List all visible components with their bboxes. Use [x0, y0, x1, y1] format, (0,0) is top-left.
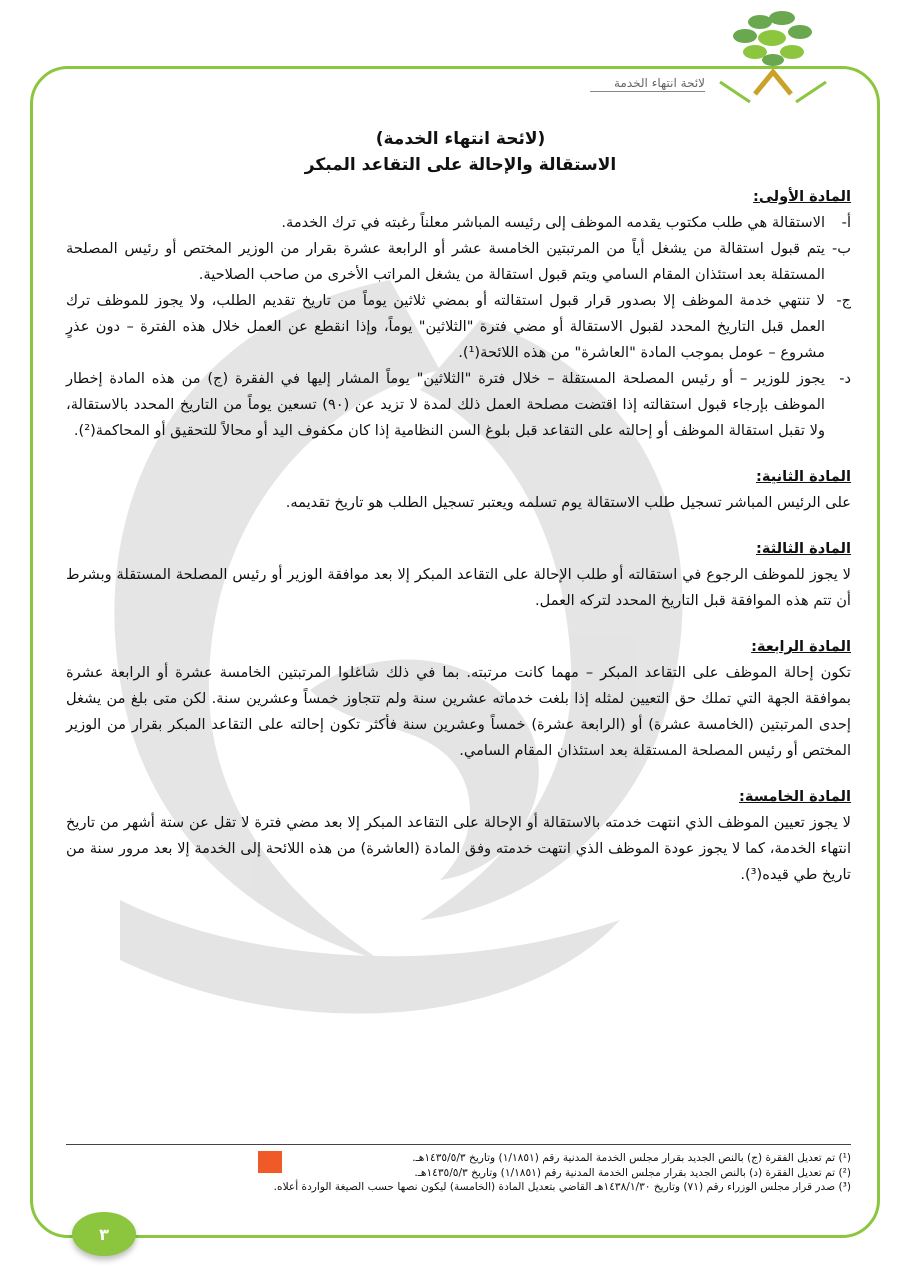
document-subtitle: الاستقالة والإحالة على التقاعد المبكر: [304, 155, 617, 175]
article-text: لا يجوز تعيين الموظف الذي انتهت خدمته بالاستقالة أو الإحالة على التقاعد المبكر إلا بعد مضي فترة لا تقل عن ستة أشهر من تاريخ انتهاء الخدمة، كما لا يجوز عودة الموظف الذي انتهت خدمته وفق المادة (العاشرة) من هذه اللائحة إلى الخدمة إلا بعد مرور سنة من تاريخ طي قيده(³).: [66, 814, 851, 883]
list-item: [66, 236, 851, 288]
article-heading: المادة الثالثة:: [756, 540, 851, 557]
list-item: [66, 210, 851, 236]
document-body: [66, 184, 851, 888]
page-number: ٣: [72, 1212, 136, 1256]
item-letter: أ-: [841, 214, 851, 231]
footnote: (¹) تم تعديل الفقرة (ج) بالنص الجديد بقرار مجلس الخدمة المدنية رقم (١/١٨٥١) وتاريخ ١٤٣٥/٥/٣هـ.: [412, 1152, 851, 1164]
article-heading: المادة الأولى:: [753, 188, 851, 205]
article-heading: المادة الثانية:: [756, 468, 851, 485]
article-text: لا يجوز للموظف الرجوع في استقالته أو طلب الإحالة على التقاعد المبكر إلا بعد موافقة الوزير أو رئيس المصلحة المستقلة وبشرط أن تتم هذه الموافقة قبل التاريخ المحدد لتركه العمل.: [66, 566, 851, 609]
running-title: لائحة انتهاء الخدمة: [590, 76, 705, 92]
document-titles: [0, 126, 921, 178]
article-fourth: [66, 634, 851, 764]
article-heading: المادة الرابعة:: [751, 638, 851, 655]
item-letter: ب-: [831, 240, 851, 257]
item-letter: ج-: [836, 292, 851, 309]
list-item: [66, 288, 851, 366]
item-text: لا تنتهي خدمة الموظف إلا بصدور قرار قبول استقالته أو بمضي ثلاثين يوماً من تاريخ تقديم الطلب، ولا يجوز للموظف ترك العمل قبل التاريخ المحدد لقبول الاستقالة أو مضي فترة "الثلاثين" يوماً، وإذا انقطع عن العمل خلال هذه الفترة – دون عذرٍ مشروع – عومل بموجب المادة "العاشرة" من هذه اللائحة(¹).: [66, 292, 825, 361]
article-fifth: [66, 784, 851, 888]
logo-icon: [700, 2, 850, 112]
footnotes: [66, 1144, 851, 1195]
article-text: على الرئيس المباشر تسجيل طلب الاستقالة يوم تسلمه ويعتبر تسجيل الطلب هو تاريخ تقديمه.: [285, 494, 851, 511]
footnote: (²) تم تعديل الفقرة (د) بالنص الجديد بقرار مجلس الخدمة المدنية رقم (١/١٨٥١) وتاريخ ١٤٣٥/٥/٣هـ.: [414, 1166, 851, 1179]
document-title: (لائحة انتهاء الخدمة): [375, 129, 546, 149]
list-item: [66, 366, 851, 444]
item-letter: د-: [839, 370, 851, 387]
article-text: تكون إحالة الموظف على التقاعد المبكر – مهما كانت مرتبته. بما في ذلك شاغلوا المرتبتين الخامسة عشرة أو الرابعة عشرة بموافقة الجهة التي تملك حق التعيين لمثله إذا بلغت خدماته عشرين سنة ولم تتجاوز خمساً وعشرين سنة. لكن متى بلغ من يشغل إحدى المرتبتين (الخامسة عشرة) أو (الرابعة عشرة) خمساً وعشرين سنة فأكثر تكون إحالته على التقاعد المبكر بقرار من الوزير المختص أو رئيس المصلحة المستقلة بعد استئذان المقام السامي.: [66, 664, 851, 759]
footnote: (³) صدر قرار مجلس الوزراء رقم (٧١) وتاريخ ١٤٣٨/١/٣٠هـ القاضي بتعديل المادة (الخامسة) ليكون نصها حسب الصيغة الواردة أعلاه.: [273, 1181, 851, 1193]
item-text: الاستقالة هي طلب مكتوب يقدمه الموظف إلى رئيسه المباشر معلناً رغبته في ترك الخدمة.: [281, 214, 825, 231]
article-first: [66, 184, 851, 444]
article-heading: المادة الخامسة:: [739, 788, 851, 805]
item-text: يتم قبول استقالة من يشغل أياً من المرتبتين الخامسة عشر أو الرابعة عشرة بقرار من الوزير المختص أو رئيس المصلحة المستقلة بعد استئذان المقام السامي ويتم قبول استقالة من يشغل المراتب الأخرى من صاحب الصلاحية.: [66, 240, 825, 283]
item-text: يجوز للوزير – أو رئيس المصلحة المستقلة – خلال فترة "الثلاثين" يوماً المشار إليها في الفقرة (ج) من هذه المادة إخطار الموظف بإرجاء قبول استقالته إذا اقتضت مصلحة العمل ذلك لمدة لا تزيد عن (٩٠) تسعين يوماً من التاريخ المحدد بالاستقالة، ولا تقبل استقالة الموظف أو إحالته على التقاعد قبل بلوغ السن النظامية إذا كان مكفوف اليد أو محالاً للتحقيق أو المحاكمة(²).: [66, 370, 825, 439]
article-third: [66, 536, 851, 614]
article-second: [66, 464, 851, 516]
